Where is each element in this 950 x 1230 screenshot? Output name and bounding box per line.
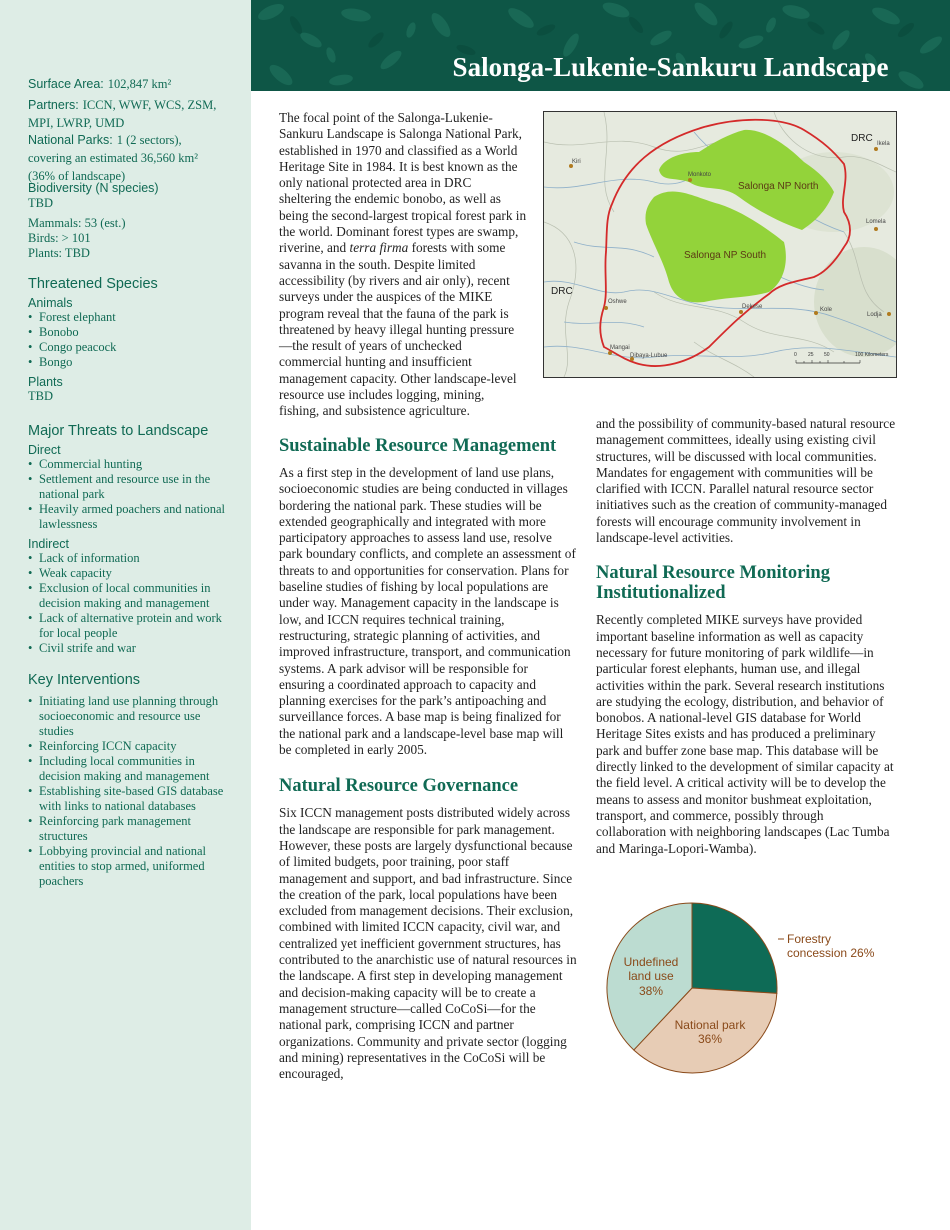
national-parks [28, 131, 228, 185]
list-item: • Lack of alternative protein and work for local people [28, 611, 233, 641]
town-marker-kole [814, 311, 818, 315]
map-label-drc-ne: DRC [851, 133, 873, 144]
title-banner [251, 0, 950, 91]
biodiversity-label: Biodiversity (N species) [28, 181, 159, 195]
pie-label-park-line1: National park [674, 1018, 746, 1032]
major-threats [28, 423, 233, 656]
partners-label: Partners: [28, 98, 79, 112]
map-label-kiri: Kiri [572, 159, 581, 165]
town-marker-monkoto [688, 178, 692, 182]
national-parks-value: 1 (2 sectors), covering an estimated 36,560 km² (36% of landscape) [28, 133, 199, 183]
intro-paragraph [279, 110, 527, 420]
map-label-ikela: Ikela [877, 141, 890, 147]
scale-label-100: 100 Kilometers [855, 352, 889, 358]
direct-label: Direct [28, 443, 61, 457]
surface-area [28, 75, 233, 93]
map-label-drc-w: DRC [551, 286, 573, 297]
surface-area-label: Surface Area: [28, 77, 104, 91]
pie-label-undefined-line1: Undefined [623, 955, 679, 969]
list-item: • Initiating land use planning through socioeconomic and resource use studies [28, 694, 233, 739]
list-item: • Civil strife and war [28, 641, 233, 656]
count-mammals: Mammals: 53 (est.) [28, 216, 126, 230]
pie-label-forestry-line1: Forestry [787, 932, 832, 946]
list-item: • Congo peacock [28, 340, 233, 355]
count-birds: Birds: > 101 [28, 231, 91, 245]
list-item: • Reinforcing park management structures [28, 814, 233, 844]
map-label-lodja: Lodja [867, 312, 882, 318]
map-label-lomela: Lomela [866, 219, 886, 225]
partners [28, 96, 233, 132]
list-item: • Lack of information [28, 551, 233, 566]
town-marker-dekese [739, 310, 743, 314]
pie-label-park-line2: 36% [697, 1032, 723, 1046]
intro-text-after: forests with some savanna in the south. Despite limited accessibility (by rivers and air only), recent surveys under the auspices of the MIKE program reveal that the fauna of the park is threatened by heavy illegal hunting pressure—the result of years of unchecked commercial hunting and insufficient management capacity. Other landscape-level resource use includes logging, mining, fishing, and subsistence agriculture. [279, 240, 517, 419]
major-threats-heading: Major Threats to Landscape [28, 423, 209, 439]
list-item: • Reinforcing ICCN capacity [28, 739, 233, 754]
nrg-heading: Natural Resource Governance [279, 776, 519, 797]
scale-label-50: 50 [824, 352, 830, 358]
list-item: • Bonobo [28, 325, 233, 340]
land-use-pie-chart [600, 895, 900, 1095]
indirect-label: Indirect [28, 537, 69, 551]
national-parks-label: National Parks: [28, 133, 113, 147]
threatened-species [28, 276, 233, 404]
list-item: • Bongo [28, 355, 233, 370]
pie-slices [607, 903, 777, 1073]
map-graphic [544, 112, 896, 377]
nrm-paragraph: Recently completed MIKE surveys have provided important baseline information as well as capacity necessary for future monitoring of park wildlife—in particular forest elephants, human use, and illegal activities within the park. Several research institutions are studying the ecology, distribution, and behavior of bonobos. A national-level GIS database for World Heritage Sites exists and has produced a preliminary park and buffer zone base map. This database will be directly linked to the development of similar capacity at the field level. A critical activity will be to develop the means to assess and monitor bushmeat exploitation, transport, and commerce, possibly through collaboration with neighboring landscapes (Lac Tumba and Maringa-Lopori-Wamba). [596, 612, 894, 856]
map-label-mangai: Mangai [610, 345, 630, 351]
list-item: • Lobbying provincial and national entities to stop armed, uniformed poachers [28, 844, 233, 889]
list-item: • Settlement and resource use in the national park [28, 472, 233, 502]
list-item: • Forest elephant [28, 310, 233, 325]
nrm-heading: Natural Resource Monitoring Institutionalized [596, 563, 830, 604]
intro-text-emphasis: terra firma [349, 240, 409, 256]
pie-label-forestry-line2: concession 26% [787, 946, 875, 960]
indirect-threats-list [28, 551, 233, 656]
sidebar [0, 0, 251, 1230]
list-item: • Exclusion of local communities in decision making and management [28, 581, 233, 611]
partners-value: ICCN, WWF, WCS, ZSM, MPI, LWRP, UMD [28, 98, 217, 130]
animals-label: Animals [28, 296, 73, 310]
pie-slice-forestry [692, 903, 777, 993]
map-label-oshwe: Oshwe [608, 299, 627, 305]
map-label-monkoto: Monkoto [688, 172, 712, 178]
biodiversity [28, 181, 233, 211]
threatened-species-heading: Threatened Species [28, 276, 158, 292]
town-marker-lomela [874, 227, 878, 231]
map-label-dibaya: Dibaya-Lubue [630, 353, 668, 359]
plants-label: Plants [28, 375, 63, 389]
srm-heading: Sustainable Resource Management [279, 436, 557, 456]
map-label-dekese: Dekese [742, 304, 763, 310]
town-marker-ikela [874, 147, 878, 151]
list-item: • Including local communities in decision making and management [28, 754, 233, 784]
list-item: • Commercial hunting [28, 457, 233, 472]
biodiversity-value: TBD [28, 196, 53, 210]
list-item: • Weak capacity [28, 566, 233, 581]
key-interventions [28, 672, 233, 889]
srm-paragraph: As a first step in the development of land use plans, socioeconomic studies are being conducted in villages bordering the national park. These studies will be extended geographically and integrated with more participatory approaches to assess land use, resolve park boundary conflicts, and complete an assessment of threats to and opportunities for conservation. Plans for baseline studies of fishing by local populations are under way. Management capacity in the landscape is low, and ICCN requires technical training, restructuring, strategic planning of activities, and improved infrastructure, transport, and communication systems. A park advisor will be responsible for ensuring a coordinated approach to capacity and planning exercises for the park’s antipoaching and surveillance forces. A base map is being finalized for the national park and a landscape-level base map will be completed in early 2005. [279, 465, 576, 758]
main-right-column [596, 416, 896, 857]
town-marker-oshwe [604, 306, 608, 310]
landscape-map [543, 111, 897, 378]
map-label-kole: Kole [820, 307, 833, 313]
nrg-continued-paragraph: and the possibility of community-based natural resource management committees, ideally using existing civil structures, will be discussed with local communities. Mandates for engagement with communities will be clarified with ICCN. Parallel natural resource sector initiatives such as the creation of community-managed forests will encourage community involvement in landscape-level activities. [596, 416, 896, 546]
intro-text-before: The focal point of the Salonga-Lukenie-Sankuru Landscape is Salonga National Park, established in 1970 and classified as a World Heritage Site in 1984. It is best known as the only national protected area in DRC sheltering the endemic bonobo, as well as being the second-largest tropical forest park in the world. Dominant forest types are swamp, riverine, and [279, 110, 527, 256]
map-label-park-north: Salonga NP North [738, 181, 819, 192]
scale-label-0: 0 [794, 352, 797, 358]
surface-area-value: 102,847 km² [107, 77, 172, 91]
plants-value: TBD [28, 389, 53, 403]
town-marker-lodja [887, 312, 891, 316]
town-marker-mangai [608, 351, 612, 355]
nrg-paragraph: Six ICCN management posts distributed widely across the landscape are responsible for park management. However, these posts are largely dysfunctional because of limited budgets, poor training, poor staff management and support, and bad infrastructure. Since the creation of the park, local populations have been excluded from management decisions. Their exclusion, combined with limited ICCN capacity, civil war, and centralized yet inefficient government structures, has contributed to the anarchistic use of natural resources in the landscape. A first step in developing management and decision-making capacity will be to create a management structure—called CoCoSi—for the national park, comprising ICCN and partner organizations. Community and private sector (logging and mining) representatives in the CoCoSi will be encouraged, [279, 805, 577, 1082]
list-item: • Heavily armed poachers and national lawlessness [28, 502, 233, 532]
intro-column [279, 110, 527, 420]
map-label-park-south: Salonga NP South [684, 250, 767, 261]
list-item: • Establishing site-based GIS database with links to national databases [28, 784, 233, 814]
count-plants: Plants: TBD [28, 246, 90, 260]
pie-svg [600, 895, 900, 1095]
pie-label-undefined-line3: 38% [638, 984, 664, 998]
direct-threats-list [28, 457, 233, 532]
interventions-list [28, 694, 233, 889]
main-left-column [279, 436, 577, 1082]
pie-label-undefined-line2: land use [628, 969, 674, 983]
scale-label-25: 25 [808, 352, 814, 358]
key-interventions-heading: Key Interventions [28, 672, 141, 688]
page-title: Salonga-Lukenie-Sankuru Landscape [452, 52, 889, 82]
animals-list [28, 310, 233, 370]
species-counts [28, 216, 233, 261]
